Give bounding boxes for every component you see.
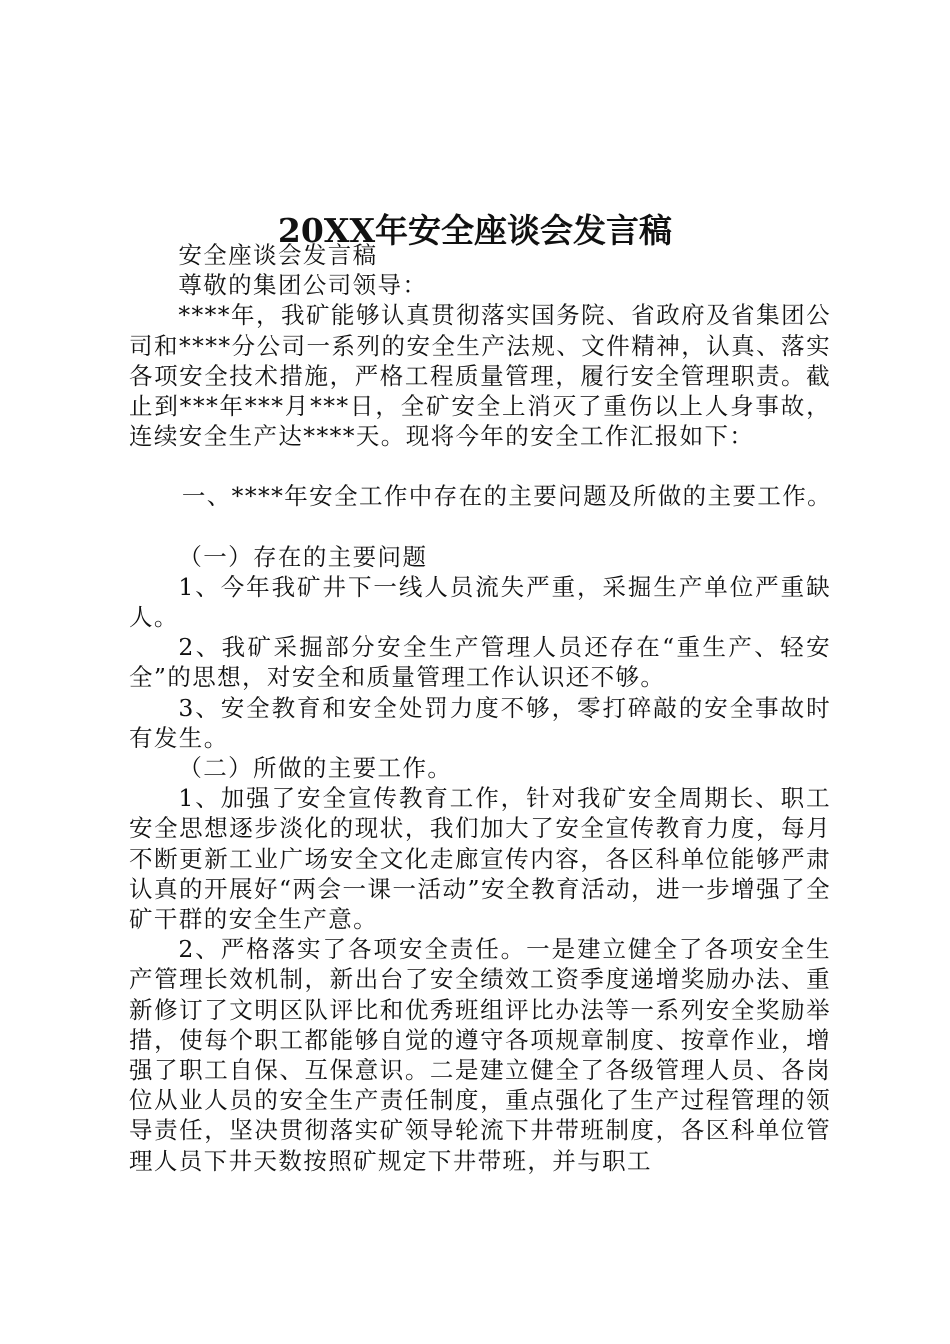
subsection-heading-problems: （一）存在的主要问题 bbox=[178, 542, 428, 571]
work-item-1: 1、加强了安全宣传教育工作，针对我矿安全周期长、职工安全思想逐步淡化的现状，我们加大了安全宣传教育力度，每月不断更新工业广场安全文化走廊宣传内容，各区科单位能够严肃认真的开展好“两会一课一活动”安全教育活动，进一步增强了全矿干群的安全生产意。 bbox=[129, 784, 831, 934]
document-body bbox=[129, 240, 831, 1176]
document-subtitle: 安全座谈会发言稿 bbox=[178, 241, 378, 269]
work-item-2: 2、严格落实了各项安全责任。一是建立健全了各项安全生产管理长效机制，新出台了安全绩效工资季度递增奖励办法、重新修订了文明区队评比和优秀班组评比办法等一系列安全奖励举措，使每个职工都能够自觉的遵守各项规章制度、按章作业，增强了职工自保、互保意识。二是建立健全了各级管理人员、各岗位从业人员的安全生产责任制度，重点强化了生产过程管理的领导责任，坚决贯彻落实矿领导轮流下井带班制度，各区科单位管理人员下井天数按照矿规定下井带班，并与职工 bbox=[129, 935, 831, 1175]
problem-item-2: 2、我矿采掘部分安全生产管理人员还存在“重生产、轻安全”的思想，对安全和质量管理工作认识还不够。 bbox=[129, 633, 831, 692]
document-title: 20XX年安全座谈会发言稿 bbox=[277, 211, 673, 251]
spacer bbox=[129, 451, 831, 481]
subsection-heading-work: （二）所做的主要工作。 bbox=[178, 754, 453, 783]
section-heading-1: 一、****年安全工作中存在的主要问题及所做的主要工作。 bbox=[181, 482, 833, 511]
problem-item-3: 3、安全教育和安全处罚力度不够，零打碎敲的安全事故时有发生。 bbox=[129, 693, 831, 752]
problem-item-1: 1、今年我矿井下一线人员流失严重，采掘生产单位严重缺人。 bbox=[129, 572, 831, 632]
salutation: 尊敬的集团公司领导： bbox=[178, 271, 428, 300]
intro-paragraph: ****年，我矿能够认真贯彻落实国务院、省政府及省集团公司和****分公司一系列的安全生产法规、文件精神，认真、落实各项安全技术措施，严格工程质量管理，履行安全管理职责。截止到***年***月***日，全矿安全上消灭了重伤以上人身事故，连续安全生产达****天。现将今年的安全工作汇报如下： bbox=[129, 301, 831, 451]
spacer bbox=[129, 512, 831, 542]
